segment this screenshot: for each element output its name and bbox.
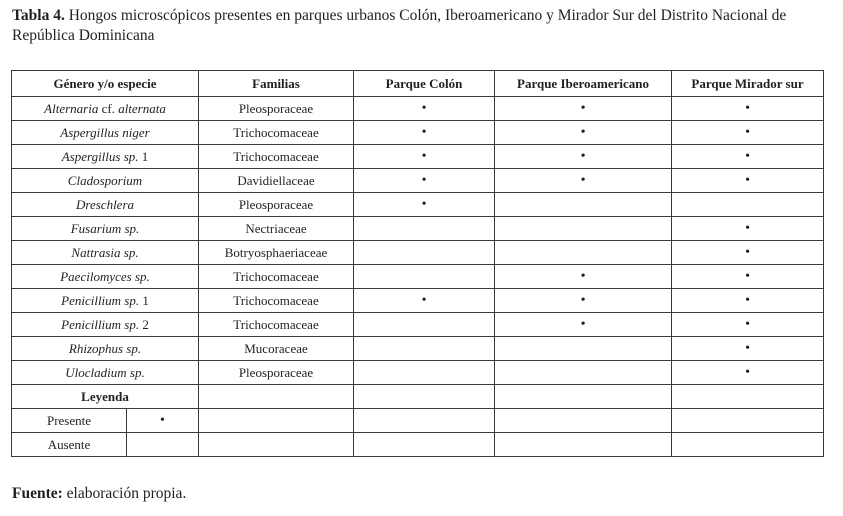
presence-mirador	[672, 193, 824, 217]
table-row	[12, 313, 824, 337]
legend-title-row	[12, 385, 824, 409]
table-cell	[199, 433, 354, 457]
family-cell: Trichocomaceae	[199, 289, 354, 313]
header-parque-colon: Parque Colón	[354, 71, 495, 97]
family-cell: Nectriaceae	[199, 217, 354, 241]
source-note	[12, 485, 186, 503]
genus-cell	[12, 289, 199, 313]
genus-cell	[12, 121, 199, 145]
family-cell: Trichocomaceae	[199, 313, 354, 337]
genus-qualifier: 1	[139, 292, 149, 308]
presence-mirador: •	[672, 241, 824, 265]
table-cell	[354, 433, 495, 457]
table-cell	[495, 409, 672, 433]
family-cell: Trichocomaceae	[199, 265, 354, 289]
legend-present-label: Presente	[12, 409, 127, 433]
presence-colon: •	[354, 169, 495, 193]
presence-ibero	[495, 337, 672, 361]
genus-name: Cladosporium	[67, 172, 143, 188]
genus-name: Aspergillus sp.	[61, 148, 139, 164]
presence-ibero	[495, 217, 672, 241]
genus-name: Paecilomyces sp.	[60, 268, 150, 284]
table-row	[12, 169, 824, 193]
presence-mirador: •	[672, 97, 824, 121]
table-cell	[672, 433, 824, 457]
header-genus: Género y/o especie	[12, 71, 199, 97]
presence-colon: •	[354, 193, 495, 217]
presence-mirador: •	[672, 265, 824, 289]
genus-cell	[12, 97, 199, 121]
genus-qualifier: 1	[138, 148, 149, 164]
table-cell	[354, 385, 495, 409]
table-cell	[672, 409, 824, 433]
presence-mirador: •	[672, 337, 824, 361]
family-cell: Davidiellaceae	[199, 169, 354, 193]
legend-title: Leyenda	[12, 385, 199, 409]
presence-ibero: •	[495, 313, 672, 337]
presence-mirador: •	[672, 217, 824, 241]
table-header-row	[12, 71, 824, 97]
table-row	[12, 337, 824, 361]
source-label: Fuente:	[12, 485, 63, 502]
table-row	[12, 265, 824, 289]
family-cell: Botryosphaeriaceae	[199, 241, 354, 265]
table-caption	[12, 6, 834, 46]
header-parque-mirador: Parque Mirador sur	[672, 71, 824, 97]
presence-colon: •	[354, 121, 495, 145]
genus-name: Ulocladium sp.	[65, 364, 145, 380]
genus-cell	[12, 265, 199, 289]
presence-ibero: •	[495, 289, 672, 313]
presence-colon: •	[354, 97, 495, 121]
legend-absent-symbol	[127, 433, 199, 457]
table-row	[12, 193, 824, 217]
table-cell	[495, 385, 672, 409]
presence-colon	[354, 337, 495, 361]
presence-ibero	[495, 241, 672, 265]
header-parque-ibero: Parque Iberoamericano	[495, 71, 672, 97]
genus-cell	[12, 217, 199, 241]
table-cell	[495, 433, 672, 457]
genus-cell	[12, 145, 199, 169]
presence-colon: •	[354, 145, 495, 169]
fungi-table	[11, 70, 824, 457]
presence-ibero: •	[495, 121, 672, 145]
table-row	[12, 289, 824, 313]
family-cell: Pleosporaceae	[199, 97, 354, 121]
presence-colon	[354, 313, 495, 337]
genus-name: Aspergillus niger	[60, 124, 150, 140]
header-family: Familias	[199, 71, 354, 97]
table-row	[12, 217, 824, 241]
legend-absent-row	[12, 433, 824, 457]
legend-absent-label: Ausente	[12, 433, 127, 457]
genus-name: Dreschlera	[76, 196, 135, 212]
genus-cell	[12, 169, 199, 193]
presence-ibero: •	[495, 145, 672, 169]
presence-ibero: •	[495, 169, 672, 193]
genus-name: Rhizophus sp.	[68, 340, 142, 356]
presence-colon: •	[354, 289, 495, 313]
presence-ibero	[495, 193, 672, 217]
genus-qualifier: 2	[139, 316, 149, 332]
genus-name: Nattrasia sp.	[71, 244, 139, 260]
family-cell: Trichocomaceae	[199, 145, 354, 169]
presence-mirador: •	[672, 145, 824, 169]
genus-name: Alternaria	[44, 100, 99, 116]
species-name: alternata	[118, 100, 166, 116]
table-cell	[354, 409, 495, 433]
presence-ibero: •	[495, 97, 672, 121]
table-row	[12, 121, 824, 145]
legend-present-row	[12, 409, 824, 433]
table-row	[12, 97, 824, 121]
presence-ibero: •	[495, 265, 672, 289]
presence-mirador: •	[672, 361, 824, 385]
family-cell: Pleosporaceae	[199, 193, 354, 217]
presence-colon	[354, 217, 495, 241]
genus-name: Fusarium sp.	[70, 220, 140, 236]
table-row	[12, 145, 824, 169]
genus-cell	[12, 361, 199, 385]
caption-text: Hongos microscópicos presentes en parques urbanos Colón, Iberoamericano y Mirador Sur del Distrito Nacional de República Dominicana	[12, 7, 787, 44]
family-cell: Trichocomaceae	[199, 121, 354, 145]
presence-mirador: •	[672, 121, 824, 145]
genus-cell	[12, 337, 199, 361]
source-text: elaboración propia.	[66, 485, 187, 502]
genus-qualifier: cf.	[98, 100, 119, 116]
caption-label: Tabla 4.	[12, 7, 65, 24]
presence-ibero	[495, 361, 672, 385]
presence-colon	[354, 361, 495, 385]
genus-name: Penicillium sp.	[61, 316, 140, 332]
family-cell: Pleosporaceae	[199, 361, 354, 385]
genus-cell	[12, 193, 199, 217]
presence-mirador: •	[672, 313, 824, 337]
table-cell	[672, 385, 824, 409]
legend-present-symbol: •	[127, 409, 199, 433]
family-cell: Mucoraceae	[199, 337, 354, 361]
table-cell	[199, 409, 354, 433]
presence-mirador: •	[672, 169, 824, 193]
genus-name: Penicillium sp.	[61, 292, 140, 308]
table-row	[12, 241, 824, 265]
table-cell	[199, 385, 354, 409]
genus-cell	[12, 313, 199, 337]
presence-mirador: •	[672, 289, 824, 313]
table-row	[12, 361, 824, 385]
presence-colon	[354, 265, 495, 289]
genus-cell	[12, 241, 199, 265]
presence-colon	[354, 241, 495, 265]
